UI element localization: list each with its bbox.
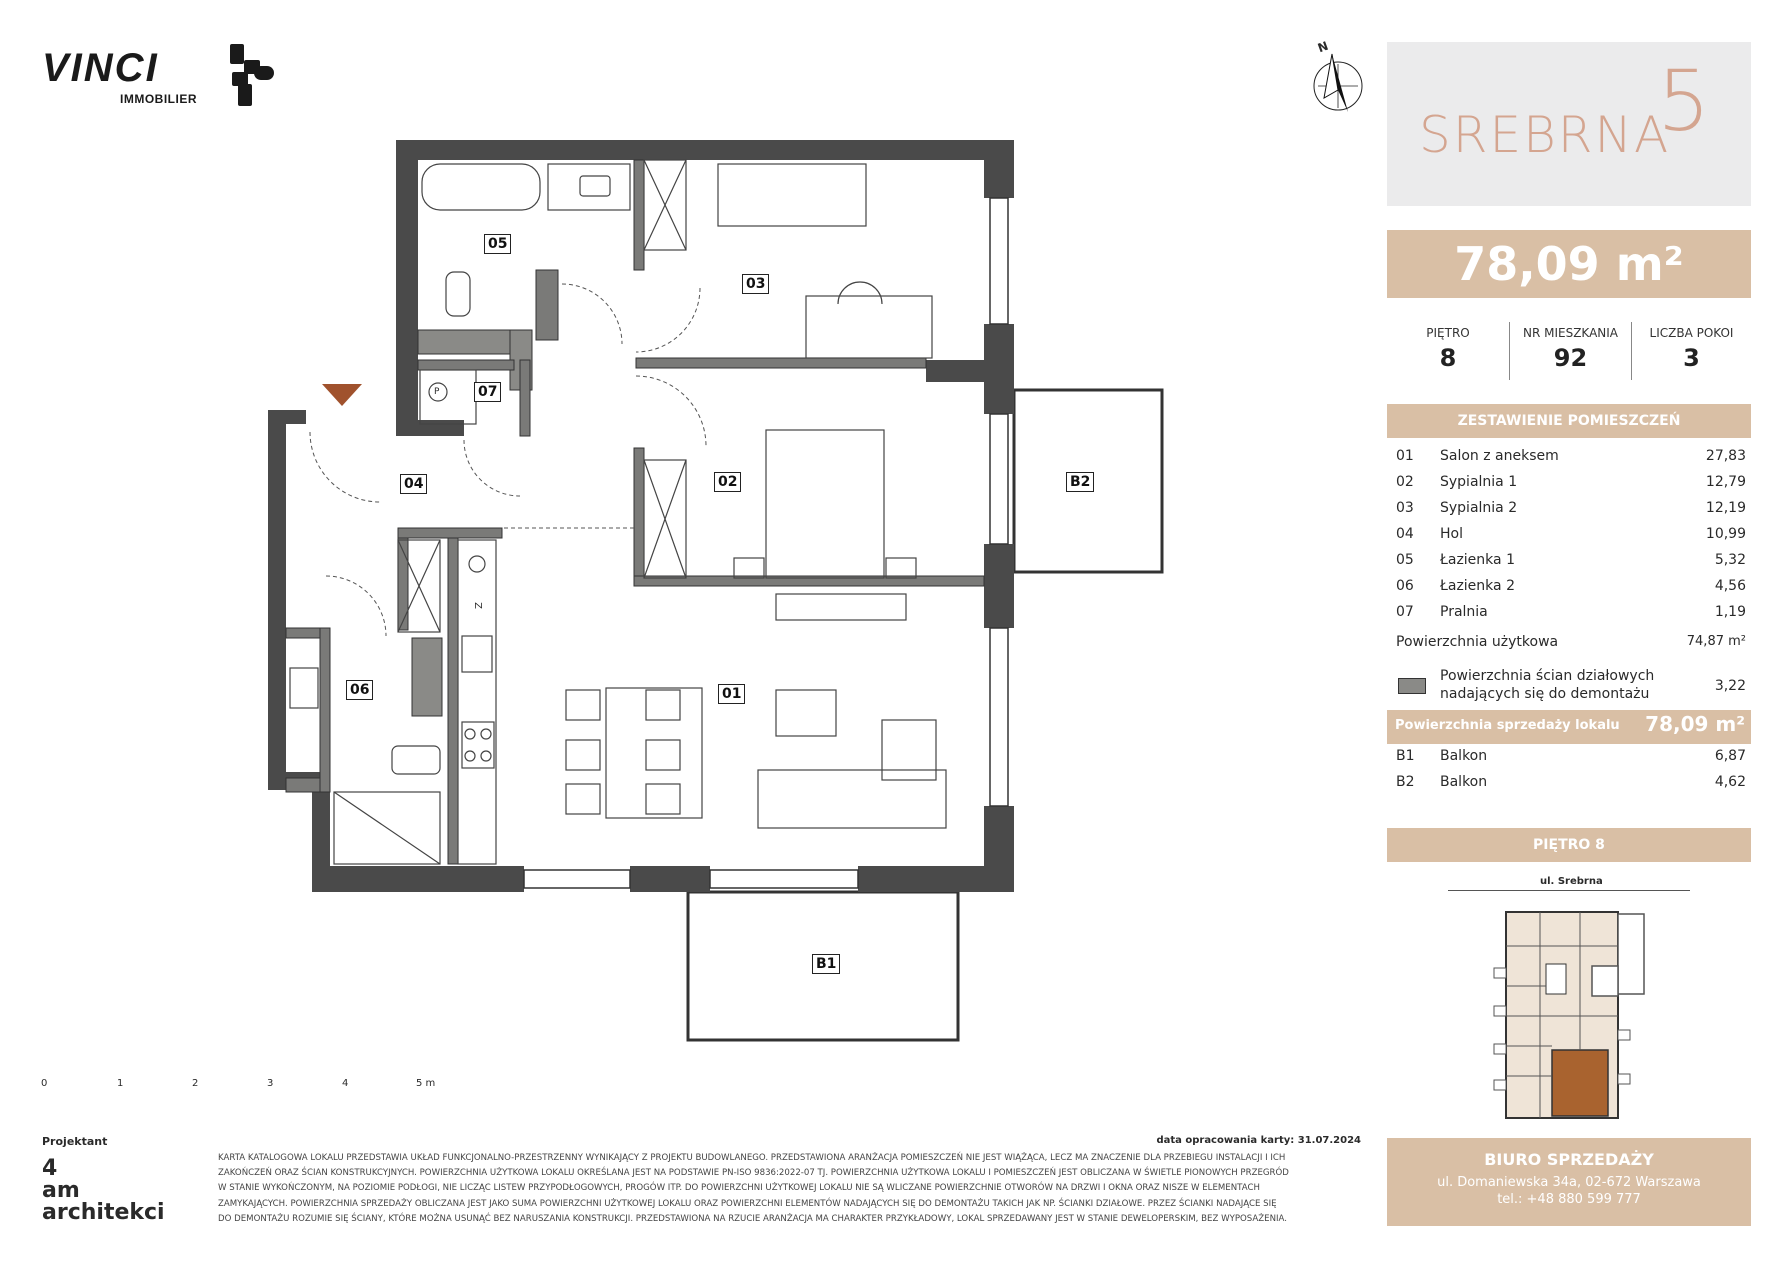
walls-label-1: Powierzchnia ścian działowych <box>1440 668 1655 684</box>
sale-area-label: Powierzchnia sprzedaży lokalu <box>1395 718 1620 733</box>
area-banner <box>1387 230 1751 298</box>
disclaimer-line: ZAKOŃCZEŃ ORAZ ŚCIAN KONSTRUKCYJNYCH. POWIERZCHNIA UŻYTKOWA LOKALU OKREŚLANA JEST NA PODSTAWIE PN-ISO 9836:2022-07 TJ. POWIERZCHNIA UŻYTKOWA LOKALU I POMIESZCZEŃ JEST OBLICZANA W ŚWIETLE PIONOWYCH PRZEGRÓD <box>218 1168 1289 1179</box>
project-logo <box>1387 42 1751 206</box>
stat-apartment <box>1510 326 1631 372</box>
stat-apartment-value: 92 <box>1553 344 1588 372</box>
room-label-03: 03 <box>742 274 769 294</box>
compass-label: N <box>1315 38 1331 56</box>
room-row: 04 Hol 10,99 <box>1396 526 1746 542</box>
street-line <box>1448 890 1690 891</box>
room-label-05: 05 <box>484 234 511 254</box>
room-row: 05 Łazienka 1 5,32 <box>1396 552 1746 568</box>
stat-rooms-label: LICZBA POKOI <box>1649 326 1734 340</box>
scale-tick: 4 <box>342 1078 349 1089</box>
area-value: 78,09 m² <box>1454 237 1684 291</box>
sales-office-address: ul. Domaniewska 34a, 02-672 Warszawa <box>1437 1175 1701 1190</box>
disclaimer-line: W STANIE WYKOŃCZONYM, NA POZIOMIE PODŁOGI, NIE LICZĄC LISTEW PRZYPODŁOGOWYCH, PROGÓW ITP. DO POWIERZCHNI UŻYTKOWEJ LOKALU NIE SĄ WLICZANE POWIERZCHNIE OTWORÓW NA DRZWI I OKNA ORAZ NISZE W ELEMENTACH <box>218 1183 1260 1194</box>
walls-value: 3,22 <box>1714 678 1746 694</box>
entrance-marker <box>322 384 362 406</box>
usable-area-row <box>1396 634 1746 656</box>
brand-name: VINCI <box>42 46 159 90</box>
card-date: data opracowania karty: 31.07.2024 <box>1156 1135 1361 1146</box>
balcony-row: B2 Balkon 4,62 <box>1396 774 1746 790</box>
stat-rooms <box>1632 326 1751 372</box>
room-label-b2: B2 <box>1066 472 1094 492</box>
scale-tick: 3 <box>267 1078 274 1089</box>
scale-tick: 0 <box>41 1078 48 1089</box>
project-logo-number: 5 <box>1657 52 1711 150</box>
rooms-header <box>1387 404 1751 438</box>
room-row: 01 Salon z aneksem 27,83 <box>1396 448 1746 464</box>
stat-apartment-label: NR MIESZKANIA <box>1522 326 1619 340</box>
sales-office-phone: tel.: +48 880 599 777 <box>1497 1192 1641 1207</box>
room-row: 02 Sypialnia 1 12,79 <box>1396 474 1746 490</box>
key-plan <box>1490 906 1650 1122</box>
disclaimer <box>218 1151 1360 1227</box>
sale-area-value: 78,09 m² <box>1645 712 1745 736</box>
usable-area-label: Powierzchnia użytkowa <box>1396 634 1559 650</box>
balcony-row: B1 Balkon 6,87 <box>1396 748 1746 764</box>
designer-name-3: architekci <box>42 1200 165 1225</box>
street-label: ul. Srebrna <box>1540 876 1603 887</box>
sale-area-banner <box>1387 710 1751 744</box>
stat-rooms-value: 3 <box>1683 344 1700 372</box>
sales-office <box>1387 1138 1751 1226</box>
floor-banner-label: PIĘTRO 8 <box>1533 837 1605 853</box>
room-label-b1: B1 <box>812 954 840 974</box>
usable-area-value: 74,87 m² <box>1686 634 1746 649</box>
rooms-header-label: ZESTAWIENIE POMIESZCZEŃ <box>1457 413 1681 429</box>
designer-name-1: 4 <box>42 1156 58 1181</box>
key-plan-drawing <box>1490 906 1650 1122</box>
scale-tick: 2 <box>192 1078 199 1089</box>
designer-label: Projektant <box>42 1135 108 1148</box>
room-label-01: 01 <box>718 684 745 704</box>
disclaimer-line: DO DEMONTAŻU ROZUMIE SIĘ ŚCIANY, KTÓRE MOŻNA USUNĄĆ BEZ NARUSZANIA KONSTRUKCJI. PRZEDSTAWIONA NA RZUCIE ARANŻACJA MA CHARAKTER PRZYKŁADOWY, LOKAL SPRZEDAWANY JEST W STANIE DEWELOPERSKIM, BEZ WYPOSAŻENIA. <box>218 1213 1287 1224</box>
designer-logo <box>42 1158 165 1224</box>
interior-walls <box>286 160 984 864</box>
scale-tick: 1 <box>117 1078 124 1089</box>
room-label-07: 07 <box>474 382 501 402</box>
washer-label: P <box>434 387 440 397</box>
room-label-04: 04 <box>400 474 427 494</box>
stats <box>1387 322 1751 382</box>
room-row: 03 Sypialnia 2 12,19 <box>1396 500 1746 516</box>
disclaimer-line: ZAMYKAJĄCYCH. POWIERZCHNIA SPRZEDAŻY OBLICZANA JEST JAKO SUMA POWIERZCHNI UŻYTKOWEJ LOKALU ORAZ POWIERZCHNI ELEMENTÓW NADAJĄCYCH SIĘ DO DEMONTAŻU TAKICH JAK NP. ŚCIANKI DZIAŁOWE. PRZEZ ŚCIANKI NADAJĄCE SIĘ <box>218 1198 1277 1209</box>
fridge-label: Z <box>471 602 483 609</box>
room-row: 07 Pralnia 1,19 <box>1396 604 1746 620</box>
designer-name-2: am <box>42 1178 80 1203</box>
walls-label-2: nadających się do demontażu <box>1440 686 1650 702</box>
scale-tick: 5 m <box>416 1078 436 1089</box>
sales-office-title: BIURO SPRZEDAŻY <box>1484 1150 1654 1169</box>
room-label-02: 02 <box>714 472 741 492</box>
floor-banner <box>1387 828 1751 862</box>
fixtures <box>290 160 946 864</box>
project-logo-text: SREBRNA <box>1419 106 1671 164</box>
brand-sub: IMMOBILIER <box>120 92 197 106</box>
stat-floor-label: PIĘTRO <box>1426 326 1470 340</box>
walls-swatch <box>1398 678 1426 694</box>
room-row: 06 Łazienka 2 4,56 <box>1396 578 1746 594</box>
stat-floor-value: 8 <box>1439 344 1457 372</box>
stat-floor <box>1387 326 1509 372</box>
disclaimer-line: KARTA KATALOGOWA LOKALU PRZEDSTAWIA UKŁAD FUNKCJONALNO-PRZESTRZENNY WYNIKAJĄCY Z PROJEKTU BUDOWLANEGO. PRZEDSTAWIONA ARANŻACJA POMIESZCZEŃ NIE JEST WIĄŻĄCA, LECZ MA ZNACZENIE DLA PRZEBIEGU INSTALACJI I ICH <box>218 1153 1286 1163</box>
room-label-06: 06 <box>346 680 373 700</box>
